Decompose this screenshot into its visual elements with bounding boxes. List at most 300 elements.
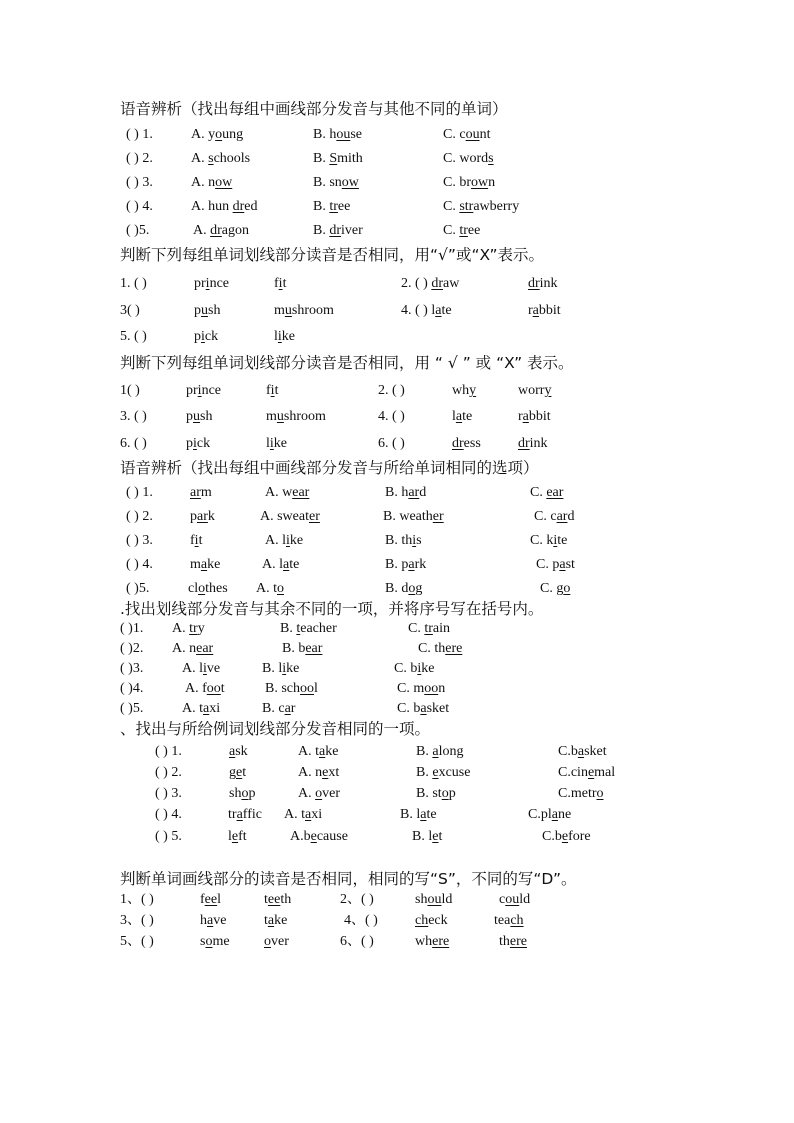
word-part: eacher (300, 621, 337, 636)
underlined-sound: e (231, 829, 239, 844)
word-option (260, 508, 320, 526)
word-part: m (274, 303, 285, 318)
underlined-sound: a (319, 744, 326, 759)
underlined-sound: y (544, 383, 552, 398)
word-part: 1. ( ) (120, 276, 147, 291)
word-part: ld (441, 892, 453, 907)
word-option (191, 150, 250, 168)
word-part: B. l (400, 807, 421, 822)
word-option (412, 828, 442, 846)
word-part: B. sch (265, 681, 300, 696)
word-part: n (438, 681, 446, 696)
underlined-sound: a (236, 807, 243, 822)
underlined-sound: i (203, 661, 207, 676)
underlined-sound: oo (424, 681, 439, 696)
word-part: nce (209, 276, 229, 291)
underlined-sound: dr (528, 276, 540, 291)
word-part: ck (204, 329, 219, 344)
word-option (182, 700, 220, 718)
word-option (558, 743, 607, 761)
underlined-sound: i (553, 533, 558, 548)
question-number: ( ) 1. (155, 744, 182, 759)
underlined-sound: u (201, 303, 208, 318)
underlined-sound: ow (215, 175, 233, 190)
word-part: 4. ( ) (378, 409, 405, 424)
word-part: m (266, 409, 277, 424)
underlined-sound: dr (452, 436, 464, 451)
word-part: mal (594, 765, 616, 780)
underlined-sound: o (277, 581, 284, 596)
word-part: 5. ( ) (120, 329, 147, 344)
word-part: ver (271, 934, 289, 949)
word-part: te (426, 807, 437, 822)
word-part: ke (274, 913, 288, 928)
word-part: pr (186, 383, 198, 398)
underlined-sound: a (229, 744, 236, 759)
word-part: A. w (265, 485, 293, 500)
word-part: ke (286, 661, 300, 676)
word-part: ck (196, 436, 211, 451)
word-option (313, 222, 363, 240)
word-part: 4. ( ) l (401, 303, 436, 318)
underlined-sound: i (417, 661, 422, 676)
word-option (558, 764, 615, 782)
question-number: ( ) 4. (155, 807, 182, 822)
word-option (120, 302, 140, 320)
word-part: y (197, 621, 205, 636)
word-part: ke (421, 661, 435, 676)
word-option (228, 806, 262, 824)
underlined-sound: i (269, 436, 274, 451)
word-option (190, 532, 202, 550)
word-part: C. (443, 199, 460, 214)
word-option (499, 891, 530, 909)
word-part: eck (428, 913, 448, 928)
word-option (313, 198, 350, 216)
underlined-sound: dr (329, 223, 342, 238)
word-part: st (565, 557, 575, 572)
word-part: B. (313, 223, 330, 238)
word-part: C. g (540, 581, 564, 596)
word-part: 6. ( ) (378, 436, 405, 451)
word-option (229, 785, 255, 803)
question-number: ( ) 3. (155, 786, 182, 801)
word-option (284, 806, 322, 824)
word-part: h (200, 913, 207, 928)
word-part: B. st (416, 786, 442, 801)
word-part: sk (235, 744, 248, 759)
word-part: B. b (282, 641, 306, 656)
underlined-sound: ow (341, 175, 359, 190)
word-option (378, 408, 405, 426)
word-part: B. d (385, 581, 409, 596)
word-part: 5、( ) (120, 934, 154, 949)
word-part: s (416, 533, 422, 548)
underlined-sound: a (203, 701, 210, 716)
word-part: B. th (385, 533, 413, 548)
underlined-sound: o (264, 934, 271, 949)
word-option (534, 508, 574, 526)
underlined-sound: e (236, 765, 243, 780)
word-option (264, 912, 287, 930)
word-option (190, 556, 220, 574)
word-part: 3. ( ) (120, 409, 147, 424)
word-part: A. n (191, 175, 216, 190)
question-number: ( )2. (120, 641, 144, 656)
question-number: ( ) 3. (126, 533, 153, 548)
underlined-sound: i (277, 329, 282, 344)
word-option (186, 382, 221, 400)
underlined-sound: u (276, 409, 284, 424)
word-part: r (528, 303, 533, 318)
word-part: C. th (418, 641, 446, 656)
word-part: iver (341, 223, 363, 238)
word-part: sket (584, 744, 607, 759)
underlined-sound: o (596, 786, 604, 801)
underlined-sound: ee (267, 892, 281, 907)
word-part: bbit (538, 303, 561, 318)
word-part: A. (193, 223, 211, 238)
word-part: f (200, 892, 205, 907)
word-option (120, 933, 154, 951)
underlined-sound: o (241, 786, 249, 801)
underlined-sound: i (270, 383, 275, 398)
word-part: nt (479, 127, 491, 142)
word-part: ke (325, 744, 339, 759)
word-option (274, 275, 286, 293)
word-part: 3( ) (120, 303, 140, 318)
word-part: ee (337, 199, 351, 214)
word-option (264, 891, 291, 909)
underlined-sound: ar (197, 509, 208, 524)
word-option (191, 198, 258, 216)
word-option (298, 764, 339, 782)
underlined-sound: e (432, 829, 439, 844)
word-part: fore (568, 829, 591, 844)
underlined-sound: tr (424, 621, 433, 636)
word-part: cl (188, 581, 199, 596)
word-option (313, 126, 362, 144)
word-option (120, 328, 147, 346)
word-part: g (229, 765, 236, 780)
word-part: nce (201, 383, 221, 398)
underlined-sound: o (408, 581, 416, 596)
word-option (200, 912, 226, 930)
underlined-sound: i (205, 276, 210, 291)
underlined-sound: e (587, 765, 595, 780)
word-part: rk (414, 557, 427, 572)
word-part: C. k (530, 533, 554, 548)
underlined-sound: ou (427, 892, 442, 907)
word-option (558, 785, 604, 803)
section-title: 判断下列每组单词划线部分读音是否相同，用“√”或“X”表示。 (120, 246, 544, 264)
underlined-sound: ou (505, 892, 520, 907)
underlined-sound: u (284, 303, 292, 318)
word-part: long (438, 744, 464, 759)
word-part: t (264, 892, 268, 907)
question-number: ( )4. (120, 681, 144, 696)
underlined-sound: dr (210, 223, 222, 238)
word-part: chools (213, 151, 251, 166)
underlined-sound: tr (329, 199, 338, 214)
word-option (120, 408, 147, 426)
word-part: B. (280, 621, 297, 636)
word-option (280, 620, 337, 638)
word-option (182, 660, 220, 678)
word-part: te (462, 409, 473, 424)
word-part: th (280, 892, 292, 907)
word-option (518, 408, 551, 426)
underlined-sound: er (309, 509, 320, 524)
word-part: A.b (290, 829, 311, 844)
word-part: 4、( ) (344, 913, 378, 928)
word-part: A. l (262, 557, 283, 572)
underlined-sound: ear (305, 641, 323, 656)
word-option (416, 743, 463, 761)
word-part: me (212, 934, 230, 949)
word-part: wh (415, 934, 433, 949)
underlined-sound: e (310, 829, 317, 844)
word-part: p (186, 409, 193, 424)
underlined-sound: a (408, 557, 415, 572)
word-part: ve (206, 661, 221, 676)
word-option (385, 484, 426, 502)
word-part: l (452, 409, 456, 424)
word-part: B. c (262, 701, 285, 716)
word-part: d (567, 509, 575, 524)
word-option (385, 556, 426, 574)
word-part: l (314, 681, 318, 696)
word-option (416, 785, 456, 803)
word-part: B. sn (313, 175, 342, 190)
word-option (540, 580, 570, 598)
word-part: ve (213, 913, 227, 928)
word-option (378, 382, 405, 400)
underlined-sound: o (205, 934, 213, 949)
word-option (290, 828, 348, 846)
word-option (191, 174, 232, 192)
word-part: n (488, 175, 496, 190)
word-part: mith (337, 151, 363, 166)
word-part: A. t (256, 581, 277, 596)
word-option (443, 174, 495, 192)
section-title: 、找出与所给例词划线部分发音相同的一项。 (120, 720, 431, 738)
word-part: shroom (283, 409, 326, 424)
word-part: A. f (185, 681, 207, 696)
word-option (443, 126, 490, 144)
word-option (266, 408, 326, 426)
word-part: sh (208, 303, 221, 318)
word-part: 2. ( ) (378, 383, 405, 398)
underlined-sound: a (432, 744, 439, 759)
underlined-sound: ch (415, 913, 429, 928)
word-part: 6. ( ) (120, 436, 147, 451)
word-part: 2. ( ) (401, 276, 432, 291)
underlined-sound: ere (445, 641, 463, 656)
underlined-sound: a (455, 409, 463, 424)
word-option (266, 435, 287, 453)
word-option (274, 302, 334, 320)
word-part: t (198, 533, 203, 548)
word-part: bbit (528, 409, 551, 424)
underlined-sound: ow (471, 175, 489, 190)
word-option (264, 933, 289, 951)
underlined-sound: ou (465, 127, 480, 142)
word-option (200, 933, 230, 951)
word-option (282, 640, 322, 658)
word-option (193, 222, 249, 240)
word-part: te (441, 303, 452, 318)
word-part: g (415, 581, 423, 596)
word-part: t (220, 681, 225, 696)
word-part: f (266, 383, 271, 398)
question-number: ( )5. (126, 223, 150, 238)
word-part: p (186, 436, 193, 451)
word-option (186, 435, 210, 453)
underlined-sound: tr (459, 223, 468, 238)
word-part: C. (443, 223, 460, 238)
word-part: ne (557, 807, 572, 822)
question-number: ( ) 2. (155, 765, 182, 780)
word-part: A. (191, 151, 209, 166)
word-part: C.pl (528, 807, 552, 822)
word-part: B. l (262, 661, 283, 676)
word-part: ed (244, 199, 258, 214)
word-option (274, 328, 295, 346)
word-option (418, 640, 462, 658)
word-part: ft (238, 829, 247, 844)
underlined-sound: ee (204, 892, 218, 907)
word-option (298, 785, 340, 803)
word-part: t (438, 829, 443, 844)
word-part: ink (539, 276, 558, 291)
question-number: ( )3. (120, 661, 144, 676)
word-part: tr (228, 807, 237, 822)
question-number: ( ) 2. (126, 509, 153, 524)
word-part: ffic (242, 807, 262, 822)
word-part: A. t (284, 807, 305, 822)
section-title: .找出划线部分发音与其余不同的一项，并将序号写在括号内。 (120, 600, 544, 618)
word-part: l (274, 329, 278, 344)
word-option (340, 933, 374, 951)
underlined-sound: ear (546, 485, 564, 500)
word-part: m (200, 485, 212, 500)
word-part: l (266, 436, 270, 451)
word-part: t (242, 765, 247, 780)
underlined-sound: s (208, 151, 214, 166)
word-option (194, 275, 229, 293)
word-part: m (190, 557, 201, 572)
word-option (200, 891, 221, 909)
word-part: 2、( ) (340, 892, 374, 907)
underlined-sound: o (215, 127, 223, 142)
word-option (385, 532, 422, 550)
word-option (172, 620, 205, 638)
word-part: ke (289, 533, 304, 548)
word-part: k (207, 509, 215, 524)
word-option (452, 435, 481, 453)
underlined-sound: ou (336, 127, 351, 142)
word-part: ee (467, 223, 481, 238)
word-option (530, 484, 563, 502)
word-option (262, 660, 299, 678)
word-part: l (217, 892, 221, 907)
underlined-sound: a (577, 744, 585, 759)
question-number: ( ) 1. (126, 127, 153, 142)
word-option (191, 126, 243, 144)
underlined-sound: i (412, 533, 417, 548)
word-option (536, 556, 575, 574)
word-option (452, 408, 472, 426)
word-part: C.b (558, 744, 578, 759)
underlined-sound: u (193, 409, 200, 424)
underlined-sound: i (282, 661, 287, 676)
word-option (185, 680, 225, 698)
underlined-sound: ere (432, 934, 450, 949)
word-part: B. l (412, 829, 433, 844)
word-part: se (350, 127, 363, 142)
word-part: sh (229, 786, 242, 801)
word-option (266, 382, 278, 400)
word-part: A. hun (191, 199, 233, 214)
word-part: B. p (385, 557, 409, 572)
word-part: ld (519, 892, 531, 907)
word-option (188, 580, 228, 598)
word-option (120, 275, 147, 293)
word-part: ink (529, 436, 548, 451)
word-part: B. h (385, 485, 409, 500)
underlined-sound: o (441, 786, 449, 801)
word-part: wh (452, 383, 470, 398)
word-part: s (200, 934, 206, 949)
section-title: 语音辨析（找出每组中画线部分发音与所给单词相同的选项） (120, 459, 539, 477)
word-option (518, 435, 548, 453)
word-option (313, 174, 359, 192)
word-part: l (228, 829, 232, 844)
underlined-sound: ere (509, 934, 527, 949)
word-part: A. n (172, 641, 197, 656)
word-part: shroom (291, 303, 334, 318)
word-option (401, 302, 452, 320)
underlined-sound: tr (189, 621, 198, 636)
word-part: t (264, 913, 268, 928)
word-part: p (194, 303, 201, 318)
question-number: ( ) 4. (126, 557, 153, 572)
word-option (229, 764, 246, 782)
underlined-sound: i (201, 329, 205, 344)
word-part: ess (463, 436, 481, 451)
word-option (518, 382, 551, 400)
word-option (400, 806, 437, 824)
word-option (186, 408, 212, 426)
section-title: 判断下列每组单词划线部分读音是否相同，用 “ √ ” 或 “X” 表示。 (120, 354, 574, 372)
word-option (397, 680, 445, 698)
underlined-sound: a (305, 807, 312, 822)
word-option (528, 302, 561, 320)
underlined-sound: s (488, 151, 494, 166)
word-option (542, 828, 591, 846)
underlined-sound: ar (190, 485, 201, 500)
underlined-sound: a (283, 557, 290, 572)
word-part: thes (205, 581, 228, 596)
word-option (528, 275, 558, 293)
word-option (530, 532, 567, 550)
word-part: C. (530, 485, 547, 500)
word-option (194, 328, 218, 346)
section-title: 语音辨析（找出每组中画线部分发音与其他不同的单词） (120, 100, 508, 118)
word-part: C.b (542, 829, 562, 844)
underlined-sound: dr (518, 436, 530, 451)
